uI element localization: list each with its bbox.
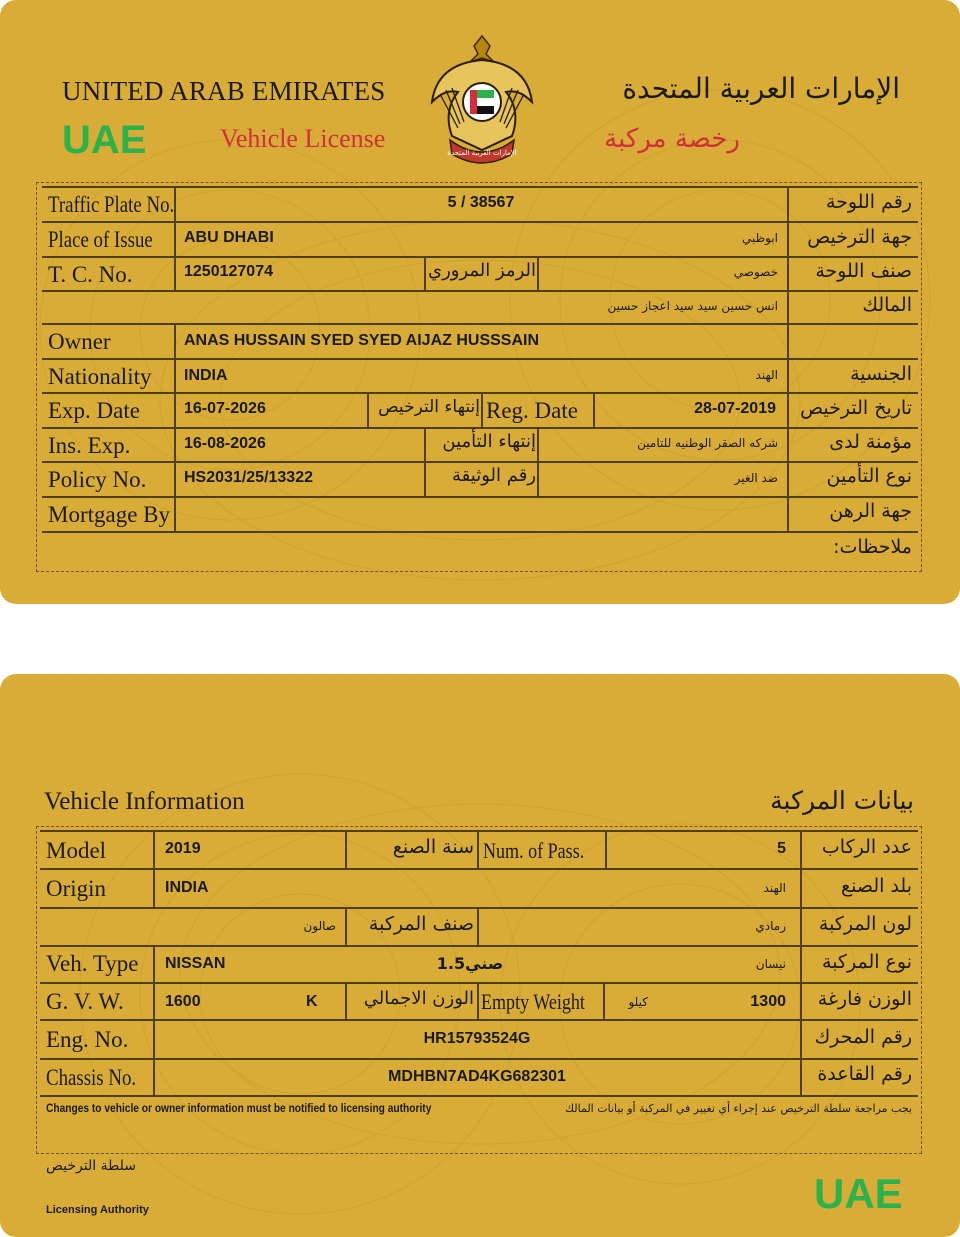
uae-logo-text: UAE — [62, 118, 147, 162]
license-card-back — [0, 674, 960, 1237]
insurance-expiry-label-ar: إنتهاء التأمين — [442, 431, 536, 452]
gvw-unit: K — [306, 993, 318, 1010]
origin-label-ar: بلد الصنع — [841, 875, 912, 897]
remarks-label-ar: ملاحظات: — [833, 536, 912, 558]
gvw-label-en: G. V. W. — [46, 989, 124, 1014]
reg-date-value: 28-07-2019 — [694, 400, 776, 417]
uae-logo-text-back: UAE — [814, 1170, 903, 1217]
exp-date-label-en: Exp. Date — [48, 398, 140, 423]
licensing-authority-en: Licensing Authority — [46, 1204, 149, 1216]
num-pass-label-ar: عدد الركاب — [821, 836, 912, 858]
model-value: 2019 — [165, 840, 201, 857]
place-label-en: Place of Issue — [48, 227, 153, 252]
license-card-front — [0, 0, 960, 604]
chassis-label-en: Chassis No. — [46, 1065, 137, 1090]
plate-class-value-ar: خصوصي — [733, 265, 778, 279]
plate-label-en: Traffic Plate No. — [48, 192, 175, 217]
gross-weight-label-ar: الوزن الاجمالي — [363, 988, 474, 1009]
policy-no-label-ar: رقم الوثيقة — [452, 465, 536, 486]
reg-date-label-en: Reg. Date — [486, 398, 578, 423]
country-name-ar: الإمارات العربية المتحدة — [622, 72, 900, 105]
origin-value-en: INDIA — [165, 879, 209, 896]
uae-emblem-icon — [428, 32, 536, 168]
veh-type-label-ar: نوع المركبة — [822, 951, 912, 973]
model-label-en: Model — [46, 838, 107, 863]
engine-label-en: Eng. No. — [46, 1027, 129, 1052]
nationality-value-ar: الهند — [755, 368, 778, 382]
policy-label-en: Policy No. — [48, 467, 147, 492]
owner-value-en: ANAS HUSSAIN SYED SYED AIJAZ HUSSSAIN — [184, 332, 540, 349]
empty-weight-label-ar: الوزن فارغة — [817, 988, 912, 1010]
engine-value: HR15793524G — [423, 1030, 531, 1047]
vehicle-class-label-ar: صنف المركبة — [368, 913, 474, 935]
insurance-type-label-ar: نوع التأمين — [826, 465, 912, 487]
veh-type-value-en: NISSAN — [165, 955, 226, 972]
manufacture-year-label-ar: سنة الصنع — [392, 836, 474, 858]
owner-label-en: Owner — [48, 329, 111, 354]
vehicle-class-value-ar: صالون — [303, 919, 336, 933]
mortgage-label-en: Mortgage By — [48, 502, 171, 527]
emblem-ribbon-text: الإمارات العربية المتحدة — [447, 149, 517, 157]
plate-label-ar: رقم اللوحة — [825, 191, 912, 213]
ins-exp-label-en: Ins. Exp. — [48, 433, 131, 458]
policy-value: HS2031/25/13322 — [184, 469, 313, 486]
insurance-type-value-ar: ضد الغير — [734, 471, 778, 485]
empty-weight-unit-ar: كيلو — [628, 995, 648, 1009]
notice-en: Changes to vehicle or owner information must be notified to licensing authority — [46, 1101, 432, 1115]
vehicle-info-title-en: Vehicle Information — [44, 788, 245, 815]
engine-label-ar: رقم المحرك — [814, 1026, 912, 1048]
exp-date-value: 16-07-2026 — [184, 400, 266, 417]
nationality-label-en: Nationality — [48, 364, 152, 389]
nationality-value-en: INDIA — [184, 367, 228, 384]
tc-value: 1250127074 — [184, 263, 273, 280]
license-expiry-label-ar: إنتهاء الترخيص — [378, 397, 480, 417]
empty-weight-value: 1300 — [750, 993, 786, 1010]
place-value-ar: ابوظبي — [741, 231, 778, 245]
num-pass-value: 5 — [777, 840, 786, 857]
vehicle-license-title-ar: رخصة مركبة — [604, 124, 740, 154]
num-pass-label-en: Num. of Pass. — [483, 838, 585, 863]
nationality-label-ar: الجنسية — [850, 363, 912, 385]
chassis-label-ar: رقم القاعدة — [817, 1063, 912, 1085]
plate-value: 5 / 38567 — [447, 194, 515, 211]
tc-label-en: T. C. No. — [48, 262, 133, 287]
veh-type-label-en: Veh. Type — [46, 951, 139, 976]
place-label-ar: جهة الترخيص — [807, 226, 912, 248]
insurer-value-ar: شركه الصقر الوطنيه للتامين — [637, 436, 778, 450]
gvw-value: 1600 — [165, 993, 201, 1010]
place-value-en: ABU DHABI — [184, 229, 274, 246]
origin-label-en: Origin — [46, 876, 107, 901]
mortgage-label-ar: جهة الرهن — [829, 500, 912, 522]
reg-date-label-ar: تاريخ الترخيص — [800, 397, 912, 419]
ins-exp-value: 16-08-2026 — [184, 435, 266, 452]
vehicle-info-title-ar: بيانات المركبة — [770, 786, 914, 815]
country-name-en: UNITED ARAB EMIRATES — [62, 76, 386, 106]
empty-weight-label-en: Empty Weight — [481, 989, 585, 1014]
vehicle-color-label-ar: لون المركبة — [818, 913, 912, 935]
chassis-value: MDHBN7AD4KG682301 — [388, 1068, 566, 1085]
veh-type-value-ar: نيسان — [755, 957, 786, 971]
traffic-code-label-ar: الرمز المروري — [427, 260, 536, 281]
plate-class-label-ar: صنف اللوحة — [815, 260, 912, 282]
owner-value-ar: انس حسين سيد سيد اعجاز حسين — [607, 299, 778, 313]
licensing-authority-ar: سلطة الترخيص — [46, 1158, 136, 1174]
origin-value-ar: الهند — [763, 881, 786, 895]
veh-type-model-value: 1.5صني — [436, 954, 504, 973]
insured-with-label-ar: مؤمنة لدى — [829, 431, 912, 453]
owner-label-ar: المالك — [862, 294, 912, 316]
vehicle-license-title-en: Vehicle License — [220, 124, 386, 153]
vehicle-color-value-ar: رمادي — [755, 919, 786, 933]
notice-ar: يجب مراجعة سلطة الترخيص عند إجراء أي تغيير في المركبة أو بيانات المالك — [565, 1102, 912, 1115]
